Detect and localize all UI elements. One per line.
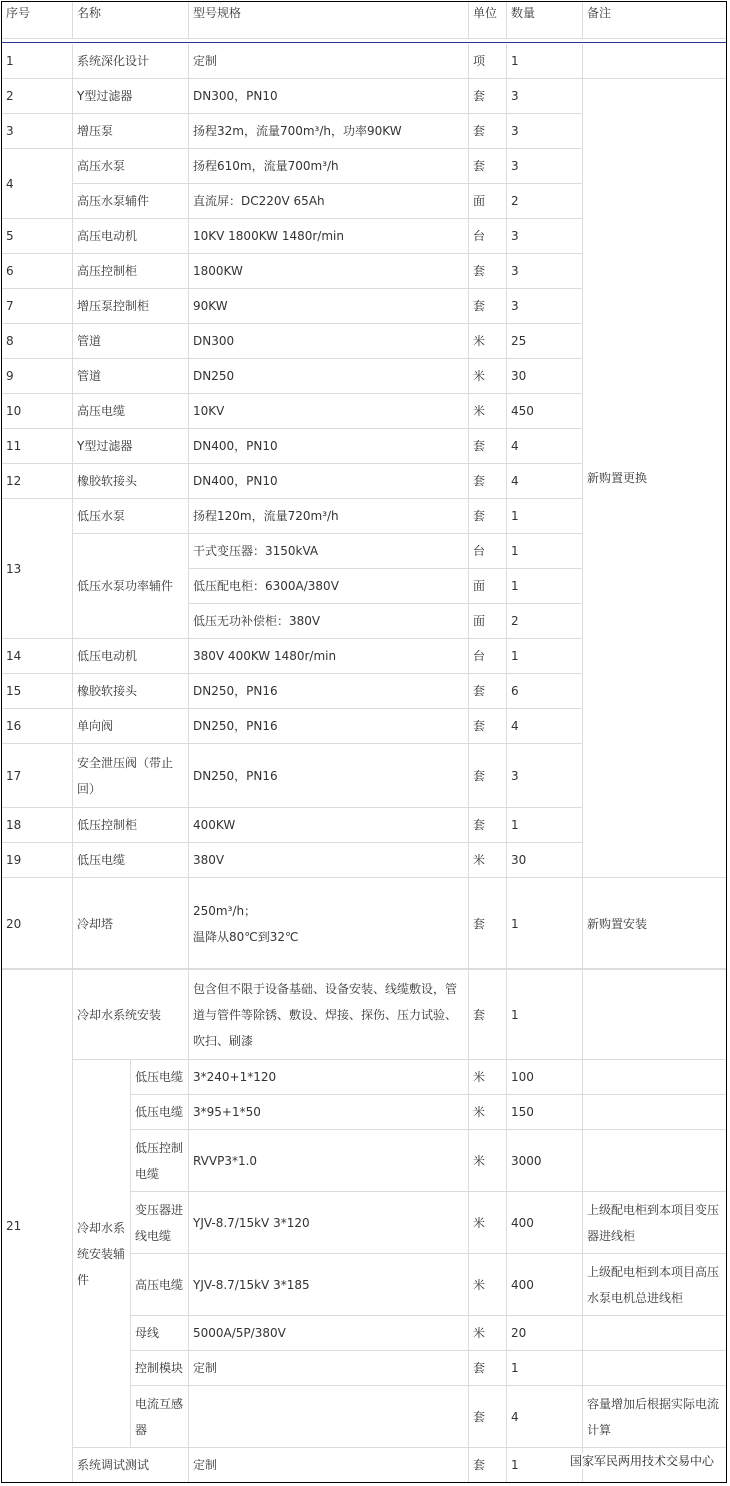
sub-item-name: 变压器进线电缆	[131, 1192, 189, 1254]
qty-value: 3	[507, 79, 583, 114]
unit-value: 米	[469, 1095, 507, 1130]
col-remark-header: 备注	[583, 2, 727, 39]
qty-value: 20	[507, 1316, 583, 1351]
unit-value: 米	[469, 1316, 507, 1351]
item-name: 低压控制柜	[73, 808, 189, 843]
qty-value: 25	[507, 324, 583, 359]
unit-value: 米	[469, 843, 507, 878]
qty-value: 1	[507, 1351, 583, 1386]
item-name: 单向阀	[73, 709, 189, 744]
unit-value: 套	[469, 970, 507, 1060]
spec-value: DN400，PN10	[189, 464, 469, 499]
spec-value	[189, 1386, 469, 1448]
col-qty-header: 数量	[507, 2, 583, 39]
spec-value: 定制	[189, 1351, 469, 1386]
item-name: 低压水泵	[73, 499, 189, 534]
sub-item-name: 母线	[131, 1316, 189, 1351]
unit-value: 套	[469, 464, 507, 499]
row-number: 5	[2, 219, 73, 254]
unit-value: 套	[469, 1351, 507, 1386]
unit-value: 套	[469, 808, 507, 843]
spacer-row	[2, 942, 727, 969]
row-number: 14	[2, 639, 73, 674]
spec-value: 10KV	[189, 394, 469, 429]
spec-value: DN250，PN16	[189, 744, 469, 808]
sub-item-name: 电流互感器	[131, 1386, 189, 1448]
item-name: 橡胶软接头	[73, 464, 189, 499]
spec-value: 干式变压器：3150kVA	[189, 534, 469, 569]
unit-value: 项	[469, 44, 507, 79]
unit-value: 台	[469, 219, 507, 254]
unit-value: 面	[469, 604, 507, 639]
item-name: 冷却塔	[73, 878, 189, 970]
row-number: 19	[2, 843, 73, 878]
row-number: 4	[2, 149, 73, 219]
col-unit-header: 单位	[469, 2, 507, 39]
spec-value: 3*95+1*50	[189, 1095, 469, 1130]
spec-value: 定制	[189, 44, 469, 79]
remark-cell	[583, 1351, 727, 1386]
spec-value: 定制	[189, 1448, 469, 1483]
section-rule	[2, 42, 727, 43]
spec-value: DN250，PN16	[189, 709, 469, 744]
qty-value: 3	[507, 744, 583, 808]
item-name: 高压水泵辅件	[73, 184, 189, 219]
remark-cell	[583, 1130, 727, 1192]
item-name: 系统深化设计	[73, 44, 189, 79]
unit-value: 套	[469, 114, 507, 149]
remark-ct: 容量增加后根据实际电流计算	[583, 1386, 727, 1448]
spec-value: 380V	[189, 843, 469, 878]
remark-cell	[583, 1060, 727, 1095]
row-number: 6	[2, 254, 73, 289]
unit-value: 套	[469, 709, 507, 744]
sub-item-name: 低压电缆	[131, 1095, 189, 1130]
spec-value: 1800KW	[189, 254, 469, 289]
remark-cell	[583, 44, 727, 79]
item-name: 增压泵	[73, 114, 189, 149]
item-name: 安全泄压阀（带止回）	[73, 744, 189, 808]
qty-value: 3	[507, 149, 583, 184]
unit-value: 套	[469, 1448, 507, 1483]
qty-value: 1	[507, 808, 583, 843]
sub-item-name: 高压电缆	[131, 1254, 189, 1316]
row-number: 18	[2, 808, 73, 843]
remark-transformer-cable: 上级配电柜到本项目变压器进线柜	[583, 1192, 727, 1254]
qty-value: 1	[507, 639, 583, 674]
qty-value: 2	[507, 184, 583, 219]
row-number: 17	[2, 744, 73, 808]
qty-value: 30	[507, 359, 583, 394]
qty-value: 6	[507, 674, 583, 709]
spec-value: DN250，PN16	[189, 674, 469, 709]
spec-value: DN300	[189, 324, 469, 359]
qty-value: 4	[507, 429, 583, 464]
equipment-table	[2, 2, 727, 1483]
remark-cell	[583, 1095, 727, 1130]
unit-value: 米	[469, 359, 507, 394]
spec-value: YJV-8.7/15kV 3*120	[189, 1192, 469, 1254]
qty-value: 400	[507, 1192, 583, 1254]
qty-value: 2	[507, 604, 583, 639]
unit-value: 套	[469, 878, 507, 970]
col-no-header: 序号	[2, 2, 73, 39]
row-number: 2	[2, 79, 73, 114]
row-number: 3	[2, 114, 73, 149]
sub-item-name: 控制模块	[131, 1351, 189, 1386]
item-name: 低压电动机	[73, 639, 189, 674]
item-name: 冷却水系统安装辅件	[73, 1060, 131, 1448]
qty-value: 1	[507, 534, 583, 569]
spec-value: 扬程32m，流量700m³/h，功率90KW	[189, 114, 469, 149]
item-name: 低压电缆	[73, 843, 189, 878]
row-number: 11	[2, 429, 73, 464]
unit-value: 米	[469, 1130, 507, 1192]
row-number: 21	[2, 970, 73, 1483]
unit-value: 套	[469, 289, 507, 324]
item-name: 高压控制柜	[73, 254, 189, 289]
remark-hv-cable: 上级配电柜到本项目高压水泵电机总进线柜	[583, 1254, 727, 1316]
qty-value: 4	[507, 709, 583, 744]
row-number: 16	[2, 709, 73, 744]
spec-value: 5000A/5P/380V	[189, 1316, 469, 1351]
item-name: 管道	[73, 359, 189, 394]
spec-value: 90KW	[189, 289, 469, 324]
row-number: 9	[2, 359, 73, 394]
row-number: 15	[2, 674, 73, 709]
watermark: 国家军民两用技术交易中心	[569, 1454, 714, 1468]
unit-value: 套	[469, 744, 507, 808]
qty-value: 4	[507, 1386, 583, 1448]
qty-value: 1	[507, 44, 583, 79]
item-name: Y型过滤器	[73, 429, 189, 464]
unit-value: 套	[469, 429, 507, 464]
row-number: 10	[2, 394, 73, 429]
unit-value: 面	[469, 569, 507, 604]
qty-value: 3	[507, 289, 583, 324]
item-name: 高压电动机	[73, 219, 189, 254]
qty-value: 1	[507, 569, 583, 604]
item-name: 高压电缆	[73, 394, 189, 429]
remark-cell	[583, 970, 727, 1060]
spec-value: 250m³/h； 温降从80℃到32℃	[189, 878, 469, 970]
col-spec-header: 型号规格	[189, 2, 469, 39]
qty-value: 3000	[507, 1130, 583, 1192]
item-name: 系统调试测试	[73, 1448, 189, 1483]
qty-value: 3	[507, 219, 583, 254]
item-name: 低压水泵功率辅件	[73, 534, 189, 639]
qty-value: 400	[507, 1254, 583, 1316]
spec-value: 低压无功补偿柜：380V	[189, 604, 469, 639]
item-name: 增压泵控制柜	[73, 289, 189, 324]
remark-new-install: 新购置安装	[583, 878, 727, 970]
qty-value: 3	[507, 254, 583, 289]
unit-value: 面	[469, 184, 507, 219]
unit-value: 台	[469, 534, 507, 569]
qty-value: 1	[507, 878, 583, 970]
item-name: Y型过滤器	[73, 79, 189, 114]
unit-value: 米	[469, 1254, 507, 1316]
spec-value: 扬程610m，流量700m³/h	[189, 149, 469, 184]
unit-value: 米	[469, 1060, 507, 1095]
qty-value: 1	[507, 499, 583, 534]
col-name-header: 名称	[73, 2, 189, 39]
qty-value: 1	[507, 970, 583, 1060]
qty-value: 1	[507, 1448, 583, 1483]
unit-value: 套	[469, 1386, 507, 1448]
spec-value: DN250	[189, 359, 469, 394]
item-name: 高压水泵	[73, 149, 189, 184]
unit-value: 米	[469, 394, 507, 429]
qty-value: 30	[507, 843, 583, 878]
spec-value: 380V 400KW 1480r/min	[189, 639, 469, 674]
spec-value: 10KV 1800KW 1480r/min	[189, 219, 469, 254]
remark-new-replace: 新购置更换	[583, 79, 727, 878]
spec-value: YJV-8.7/15kV 3*185	[189, 1254, 469, 1316]
spec-value: 3*240+1*120	[189, 1060, 469, 1095]
row-number: 7	[2, 289, 73, 324]
qty-value: 3	[507, 114, 583, 149]
qty-value: 150	[507, 1095, 583, 1130]
row-number: 20	[2, 878, 73, 970]
sub-item-name: 低压控制电缆	[131, 1130, 189, 1192]
row-number: 8	[2, 324, 73, 359]
spec-value: 直流屏：DC220V 65Ah	[189, 184, 469, 219]
spec-value: 包含但不限于设备基础、设备安装、线缆敷设，管道与管件等除锈、敷设、焊接、探伤、压力试验、吹扫、刷漆	[189, 970, 469, 1060]
qty-value: 4	[507, 464, 583, 499]
unit-value: 套	[469, 499, 507, 534]
item-name: 橡胶软接头	[73, 674, 189, 709]
item-name: 冷却水系统安装	[73, 970, 189, 1060]
item-name: 管道	[73, 324, 189, 359]
row-number: 13	[2, 499, 73, 639]
equipment-table-frame	[1, 1, 727, 1483]
row-number: 12	[2, 464, 73, 499]
qty-value: 100	[507, 1060, 583, 1095]
unit-value: 套	[469, 674, 507, 709]
sub-item-name: 低压电缆	[131, 1060, 189, 1095]
spec-value: DN300，PN10	[189, 79, 469, 114]
qty-value: 450	[507, 394, 583, 429]
unit-value: 套	[469, 254, 507, 289]
unit-value: 台	[469, 639, 507, 674]
spec-value: 400KW	[189, 808, 469, 843]
spec-value: 扬程120m，流量720m³/h	[189, 499, 469, 534]
spec-value: RVVP3*1.0	[189, 1130, 469, 1192]
row-number: 1	[2, 44, 73, 79]
unit-value: 米	[469, 324, 507, 359]
spec-value: DN400，PN10	[189, 429, 469, 464]
remark-cell	[583, 1316, 727, 1351]
unit-value: 米	[469, 1192, 507, 1254]
unit-value: 套	[469, 149, 507, 184]
unit-value: 套	[469, 79, 507, 114]
spec-value: 低压配电柜：6300A/380V	[189, 569, 469, 604]
